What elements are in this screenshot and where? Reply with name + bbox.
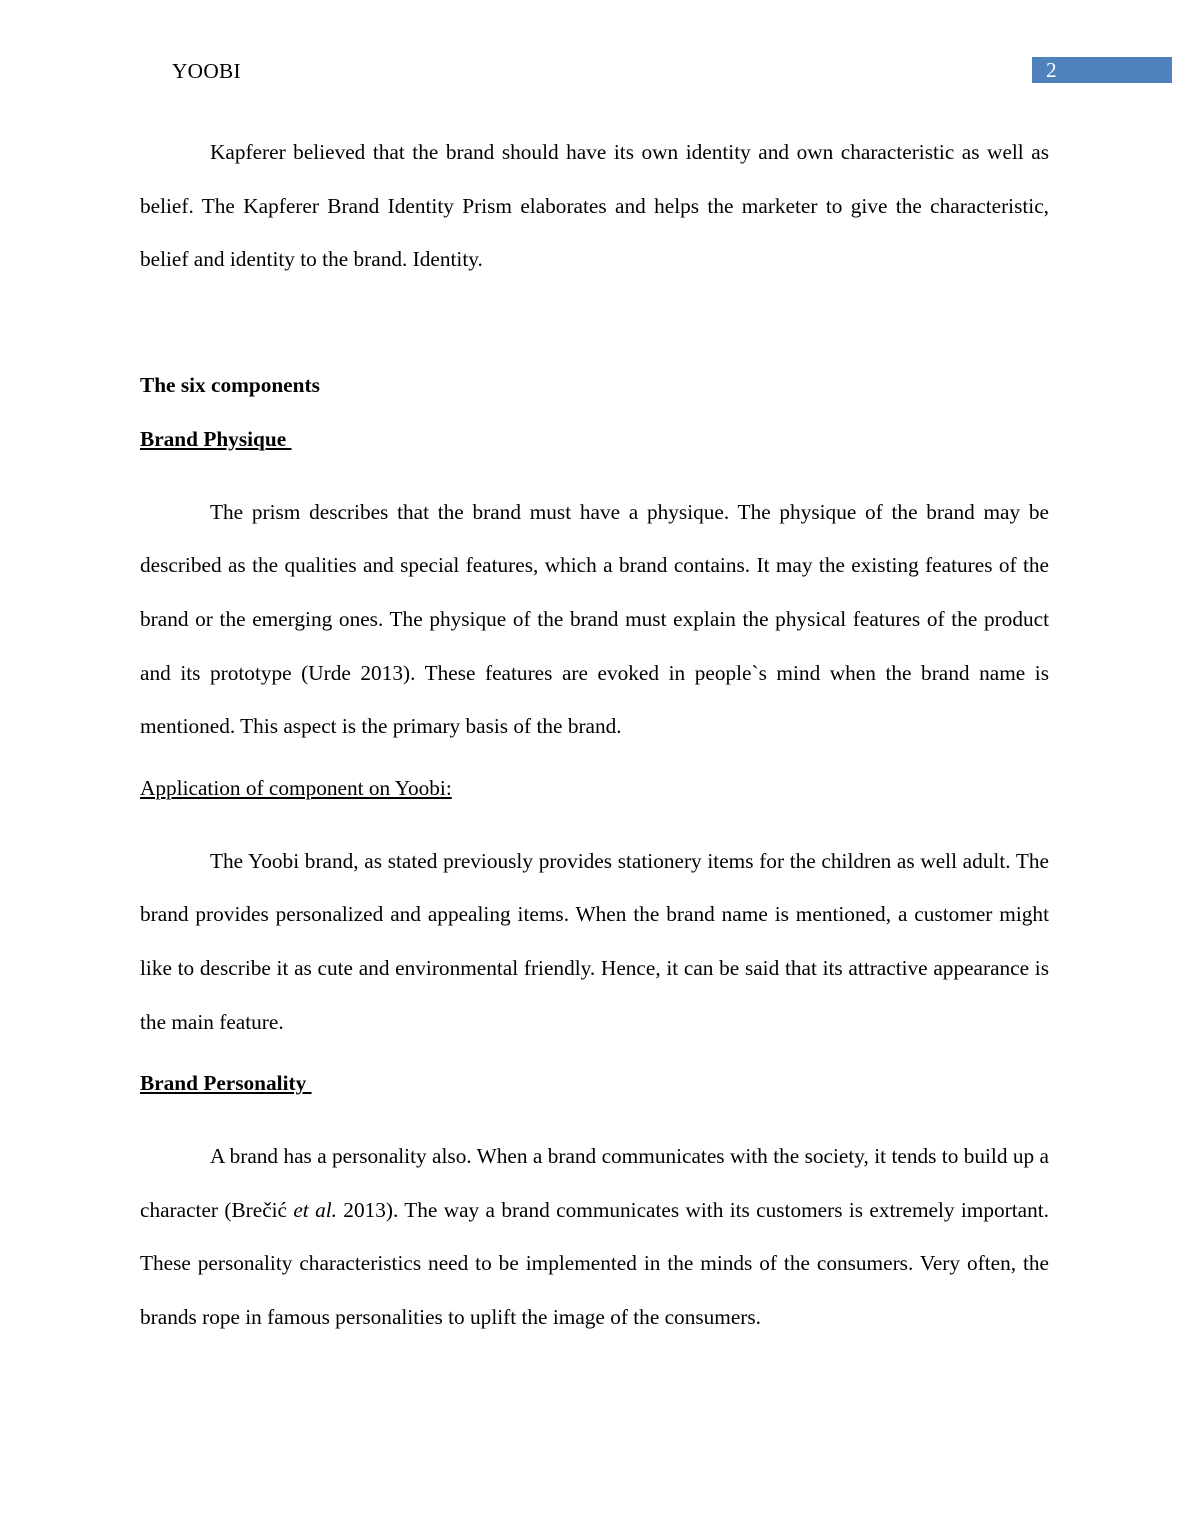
citation-et-al: et al. [293, 1197, 337, 1222]
personality-text-part-1: A brand has a personality also. When a brand communicates with the society, it tends to build up a character (Brečić [140, 1144, 1049, 1222]
page-number: 2 [1046, 58, 1057, 82]
running-title: YOOBI [172, 59, 241, 83]
intro-paragraph: Kapferer believed that the brand should have its own identity and own characteristic as well as belief. The Kapferer Brand Identity Prism elaborates and helps the marketer to give the characteristic, belief and identity to the brand. Identity. [140, 140, 1049, 272]
application-paragraph: The Yoobi brand, as stated previously provides stationery items for the children as well adult. The brand provides personalized and appealing items. When the brand name is mentioned, a customer might like to describe it as cute and environmental friendly. Hence, it can be said that its attractive appearance is the main feature. [140, 848, 1049, 1034]
brand-physique-paragraph: The prism describes that the brand must have a physique. The physique of the brand may be described as the qualities and special features, which a brand contains. It may the existing features of the brand or the emerging ones. The physique of the brand must explain the physical features of the product and its prototype (Urde 2013). These features are evoked in people`s mind when the brand name is mentioned. This aspect is the primary basis of the brand. [140, 499, 1049, 739]
brand-personality-paragraph [140, 1130, 1049, 1344]
section-title: The six components [140, 372, 320, 397]
brand-personality-heading: Brand Personality [140, 1071, 312, 1096]
application-heading: Application of component on Yoobi: [140, 775, 452, 800]
document-body [140, 126, 1049, 1345]
personality-text-part-2: 2013). The way a brand communicates with its customers is extremely important. These personality characteristics need to be implemented in the minds of the consumers. Very often, the brands rope in famous personalities to uplift the image of the consumers. [140, 1197, 1049, 1329]
brand-physique-heading: Brand Physique [140, 426, 292, 451]
page-number-box [1032, 57, 1172, 83]
